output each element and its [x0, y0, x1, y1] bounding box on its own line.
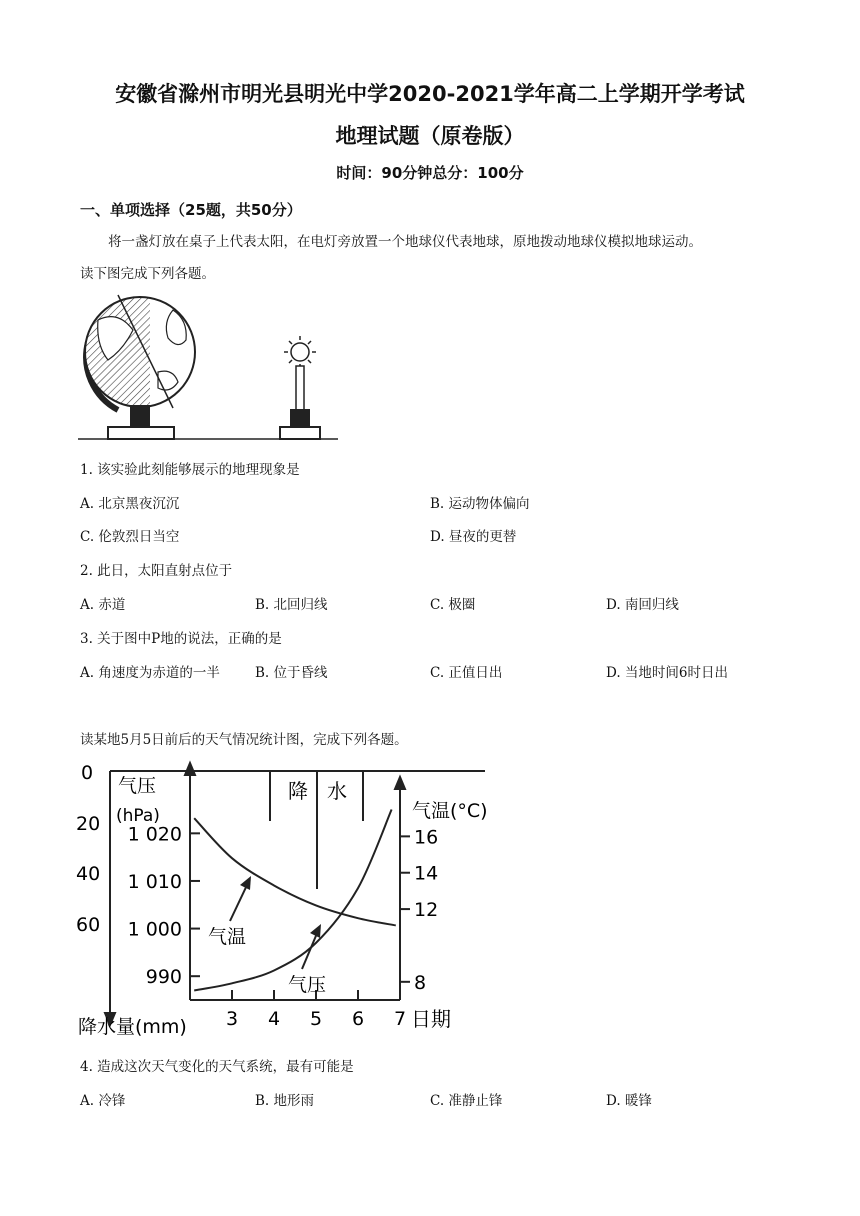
q4-option-b[interactable]: B. 地形雨 [255, 1093, 315, 1109]
q3-option-c[interactable]: C. 正值日出 [430, 665, 503, 681]
question-3-stem: 3. 关于图中P地的说法，正确的是 [80, 631, 282, 647]
q2-option-d[interactable]: D. 南回归线 [606, 597, 679, 613]
pressure-series-label: 气压 [288, 974, 327, 996]
temp-tick-label: 14 [414, 862, 439, 885]
x-tick-label: 4 [267, 1008, 281, 1030]
q3-option-a[interactable]: A. 角速度为赤道的一半 [80, 665, 220, 681]
pressure-curve [194, 810, 391, 991]
q2-option-a[interactable]: A. 赤道 [80, 597, 126, 613]
section-heading: 一、单项选择（25题，共50分） [80, 201, 302, 219]
question-2-stem: 2. 此日，太阳直射点位于 [80, 563, 233, 579]
q3-option-d[interactable]: D. 当地时间6时日出 [606, 665, 729, 681]
globe [78, 290, 195, 420]
temp-axis-arrow [395, 777, 405, 789]
q1-option-a[interactable]: A. 北京黑夜沉沉 [80, 496, 180, 512]
temp-tick-label: 16 [414, 826, 439, 849]
intro-line-1: 将一盏灯放在桌子上代表太阳，在电灯旁放置一个地球仪代表地球，原地拨动地球仪模拟地球运动。 [108, 234, 702, 250]
q1-option-d[interactable]: D. 昼夜的更替 [430, 529, 517, 545]
x-tick-label: 5 [309, 1008, 323, 1030]
precip-char-2: 水 [327, 779, 347, 803]
x-axis-label: 日期 [411, 1007, 451, 1031]
precip-axis-label: 降水量(mm) [78, 1016, 187, 1038]
temp-tick-label: 8 [414, 971, 427, 994]
pressure-tick-label: 1 010 [127, 870, 182, 893]
q1-option-c[interactable]: C. 伦敦烈日当空 [80, 529, 180, 545]
globe-stand [130, 405, 150, 427]
intro-2: 读某地5月5日前后的天气情况统计图，完成下列各题。 [80, 732, 408, 748]
x-tick-label: 3 [225, 1008, 239, 1030]
globe-lamp-illustration [78, 290, 338, 450]
page-subtitle: 地理试题（原卷版） [335, 124, 525, 148]
question-4-stem: 4. 造成这次天气变化的天气系统，最有可能是 [80, 1059, 354, 1075]
x-tick-label: 7 [393, 1008, 407, 1030]
intro-line-2: 读下图完成下列各题。 [80, 266, 215, 282]
q1-option-b[interactable]: B. 运动物体偏向 [430, 496, 530, 512]
pressure-tick-label: 990 [145, 966, 182, 989]
pressure-label-pointer [302, 931, 318, 969]
precip-tick-40: 40 [76, 863, 101, 885]
question-1-stem: 1. 该实验此刻能够展示的地理现象是 [80, 462, 300, 478]
q2-option-c[interactable]: C. 极圈 [430, 597, 476, 613]
q4-option-a[interactable]: A. 冷锋 [80, 1093, 126, 1109]
pressure-tick-label: 1 000 [127, 918, 182, 941]
precip-char-1: 降 [288, 779, 308, 803]
exam-meta: 时间：90分钟总分：100分 [336, 164, 524, 182]
q4-option-d[interactable]: D. 暖锋 [606, 1093, 652, 1109]
q3-option-b[interactable]: B. 位于昏线 [255, 665, 328, 681]
weather-chart [70, 755, 490, 1040]
globe-base [108, 427, 174, 439]
q2-option-b[interactable]: B. 北回归线 [255, 597, 328, 613]
precip-tick-60: 60 [76, 914, 101, 936]
x-tick-label: 6 [351, 1008, 365, 1030]
q4-option-c[interactable]: C. 准静止锋 [430, 1093, 503, 1109]
sun-lamp [280, 336, 320, 439]
temp-tick-label: 12 [414, 899, 439, 922]
temp-label-pointer [230, 883, 248, 921]
temp-axis-label: 气温(°C) [412, 800, 488, 822]
precip-tick-0: 0 [81, 762, 94, 784]
pressure-axis-arrow [185, 763, 195, 775]
pressure-label-2: (hPa) [116, 806, 160, 826]
pressure-label-1: 气压 [118, 775, 157, 797]
page-title: 安徽省滁州市明光县明光中学2020-2021学年高二上学期开学考试 [115, 82, 745, 106]
pressure-tick-label: 1 020 [127, 823, 182, 846]
precip-tick-20: 20 [76, 813, 101, 835]
temp-series-label: 气温 [208, 926, 247, 948]
